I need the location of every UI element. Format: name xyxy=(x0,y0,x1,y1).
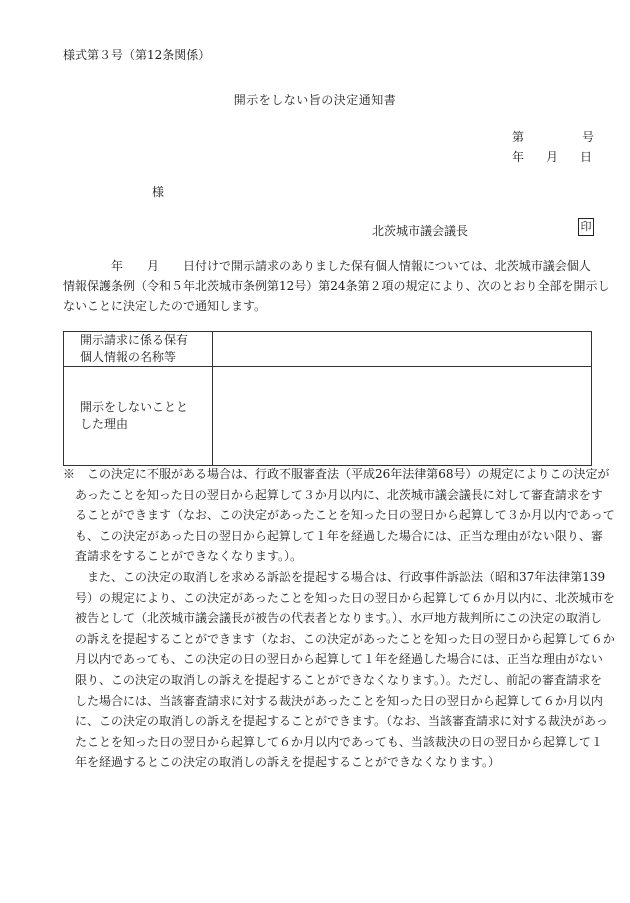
note-line: に、この決定の取消しの訴えを提起することができます。（なお、当該審査請求に対する裁決があっ xyxy=(63,714,608,729)
intro-line: ないことに決定したので通知します。 xyxy=(63,299,267,313)
issuer-name: 北茨城市議会議長 xyxy=(372,224,469,238)
note-line: 査請求をすることができなくなります。）。 xyxy=(63,549,303,564)
note-line: 被告として（北茨城市議会議長が被告の代表者となります。）、水戸地方裁判所にこの決定の取消し xyxy=(63,611,603,626)
label-info-name: 開示請求に係る保有 個人情報の名称等 xyxy=(64,332,213,367)
date-day: 日 xyxy=(580,150,593,164)
note-line: の訴えを提起することができます（なお、この決定があったことを知った日の翌日から起算して６か xyxy=(63,631,615,646)
document-title: 開示をしない旨の決定通知書 xyxy=(233,93,397,107)
reference-date xyxy=(512,148,592,165)
note-line: も、この決定があった日の翌日から起算して１年を経過した場合には、正当な理由がない限り、審 xyxy=(63,528,603,543)
note-line: たことを知った日の翌日から起算して６か月以内であっても、当該裁決の日の翌日から起算して１ xyxy=(63,734,603,749)
note-line: 年を経過するとこの決定の取消しの訴えを提起することができなくなります。） xyxy=(63,755,501,770)
note-line: 限り、この決定の取消しの訴えを提起することができなくなります。）。ただし、前記の審査請求を xyxy=(63,672,603,687)
intro-line: 情報保護条例（令和５年北茨城市条例第12号）第24条第２項の規定により、次のとおり全部を開示し xyxy=(63,279,610,293)
date-year: 年 xyxy=(512,150,525,164)
table-row-reason xyxy=(64,367,592,466)
note-line: あったことを知った日の翌日から起算して３か月以内に、北茨城市議会議長に対して審査請求をす xyxy=(63,487,603,502)
note-line: また、この決定の取消しを求める訴訟を提起する場合は、行政事件訴訟法（昭和37年法律第139 xyxy=(63,569,606,584)
value-info-name xyxy=(213,332,592,367)
reference-number-prefix: 第 xyxy=(512,130,525,144)
label-reason: 開示をしないことと した理由 xyxy=(64,367,213,466)
note-line: 号）の規定により、この決定があったことを知った日の翌日から起算して６か月以内に、北茨城市を xyxy=(63,590,615,605)
note-line: ることができます（なお、この決定があったことを知った日の翌日から起算して３か月以内であって xyxy=(63,508,615,523)
info-table xyxy=(63,331,592,466)
notes-section xyxy=(63,464,615,773)
table-row-info-name xyxy=(64,332,592,367)
intro-line: 年 月 日付けで開示請求のありました保有個人情報については、北茨城市議会個人 xyxy=(63,259,591,273)
reference-number-suffix: 号 xyxy=(582,130,595,144)
intro-paragraph xyxy=(63,256,610,316)
addressee-honorific: 様 xyxy=(152,185,165,199)
value-reason xyxy=(213,367,592,466)
seal-mark: 印 xyxy=(578,218,594,236)
note-line: 月以内であっても、この決定の日の翌日から起算して１年を経過した場合には、正当な理由がない xyxy=(63,652,603,667)
note-line: ※ この決定に不服がある場合は、行政不服審査法（平成26年法律第68号）の規定によりこの決定が xyxy=(63,467,610,481)
form-number: 様式第３号（第12条関係） xyxy=(63,48,211,62)
reference-number xyxy=(512,128,594,145)
date-month: 月 xyxy=(546,150,559,164)
note-line: した場合には、当該審査請求に対する裁決があったことを知った日の翌日から起算して６か月以内 xyxy=(63,693,603,708)
